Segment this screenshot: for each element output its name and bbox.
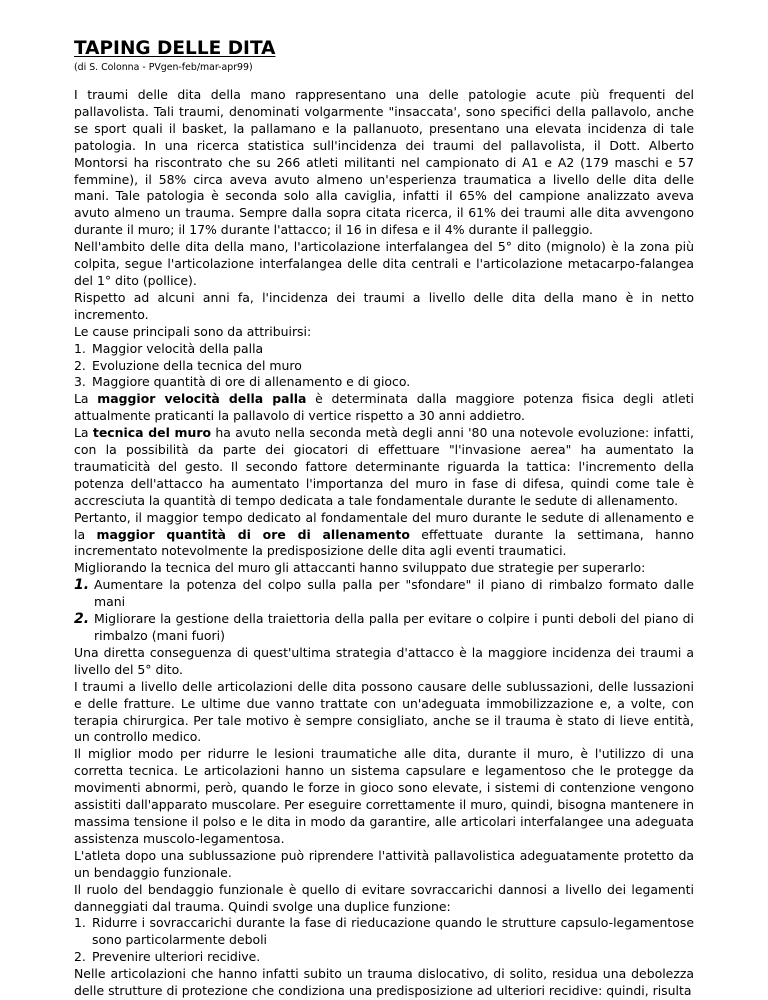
- paragraph: [74, 425, 694, 510]
- paragraph: Migliorando la tecnica del muro gli attaccanti hanno sviluppato due strategie per superarlo:: [74, 560, 646, 576]
- paragraph: Una diretta conseguenza di quest'ultima strategia d'attacco è la maggiore incidenza dei traumi a livello del 5° dito.: [74, 644, 694, 677]
- text-run: La: [74, 425, 93, 441]
- list-number: 2.: [74, 949, 86, 965]
- paragraph: Il ruolo del bendaggio funzionale è quello di evitare sovraccarichi dannosi a livello dei legamenti danneggiati dal trauma. Quindi svolge una duplice funzione:: [74, 881, 694, 914]
- list-number: 2.: [74, 611, 90, 628]
- paragraph: I traumi delle dita della mano rappresentano una delle patologie acute più frequenti del pallavolista. Tali traumi, denominati volgarmente "insaccata', sono specifici della pallavolo, anche se sport quali il basket, la pallamano e la pallanuoto, presentano una elevata incidenza di tale patologia. In una ricerca statistica sull'incidenza dei traumi del pallavolista, il Dott. Alberto Montorsi ha riscontrato che su 266 atleti militanti nel campionato di A1 e A2 (179 maschi e 57 femmine), il 58% circa aveva avuto almeno un'esperienza traumatica a livello delle dita delle mani. Tale patologia è seconda solo alla caviglia, infatti il 65% del campione analizzato aveva avuto almeno un trauma. Sempre dalla sopra citata ricerca, il 61% dei traumi alle dita avvengono durante il muro; il 17% durante l'attacco; il 16 in difesa e il 4% durante il palleggio.: [74, 87, 694, 238]
- list-item: [74, 358, 694, 375]
- list-item: [74, 577, 694, 611]
- list-item: [74, 915, 694, 949]
- text-run: Pertanto, il maggior tempo dedicato al fondamentale del muro durante le sedute di allenamento e la: [74, 509, 694, 542]
- list-number: 3.: [74, 374, 86, 390]
- list-text: Ridurre i sovraccarichi durante la fase di rieducazione quando le strutture capsulo-legamentose sono particolarmente deboli: [92, 915, 694, 948]
- paragraph: Nelle articolazioni che hanno infatti subito un trauma dislocativo, di solito, residua una debolezza delle strutture di protezione che condiziona una predisposizione ad ulteriori recidive: quindi, risulta: [74, 966, 694, 999]
- text-run: La: [74, 391, 98, 407]
- text-run: effettuate durante la settimana, hanno incrementato notevolmente la predisposizione delle dita agli eventi traumatici.: [74, 526, 695, 559]
- paragraph: Nell'ambito delle dita della mano, l'articolazione interfalangea del 5° dito (mignolo) è la zona più colpita, segue l'articolazione interfalangea delle dita centrali e l'articolazione metacarpo-falangea del 1° dito (pollice).: [74, 239, 694, 288]
- document-page: [74, 38, 694, 1000]
- list-text: Prevenire ulteriori recidive.: [92, 949, 261, 965]
- paragraph: Rispetto ad alcuni anni fa, l'incidenza dei traumi a livello delle dita della mano è in netto incremento.: [74, 289, 694, 322]
- text-run: è determinata dalla maggiore potenza fisica degli atleti attualmente praticanti la pallavolo di vertice rispetto a 30 anni addietro.: [74, 391, 694, 424]
- list-number: 2.: [74, 357, 86, 373]
- bold-text: maggior quantità di ore di allenamento: [96, 526, 410, 542]
- list-item: [74, 611, 694, 645]
- text-run: ha avuto nella seconda metà degli anni '80 una notevole evoluzione: infatti, con la possibilità da parte dei giocatori di effettuare "l'invasione aerea" ha aumentato la traumaticità del gesto. Il secondo fattore determinante riguarda la tattica: l'incremento della potenza dell'attacco ha aumentato l'importanza del muro in fase di difesa, quindi come tale è accresciuta la quantità di tempo dedicata a tale fondamentale durante le sedute di allenamento.: [74, 425, 694, 508]
- paragraph: I traumi a livello delle articolazioni delle dita possono causare delle sublussazioni, delle lussazioni e delle fratture. Le ultime due vanno trattate con un'adeguata immobilizzazione e, a volte, con terapia chirurgica. Per tale motivo è sempre consigliato, anche se il trauma è stato di lieve entità, un controllo medico.: [74, 678, 694, 745]
- list-text: Maggior velocità della palla: [92, 340, 264, 356]
- page-title: TAPING DELLE DITA: [74, 38, 276, 59]
- author-byline: (di S. Colonna - PVgen-feb/mar-apr99): [74, 62, 253, 73]
- paragraph: [74, 510, 694, 561]
- paragraph: Le cause principali sono da attribuirsi:: [74, 323, 312, 339]
- list-number: 1.: [74, 340, 86, 356]
- list-number: 1.: [74, 577, 90, 594]
- bold-text: tecnica del muro: [92, 425, 212, 441]
- list-item: [74, 949, 694, 966]
- paragraph: L'atleta dopo una sublussazione può riprendere l'attività pallavolistica adeguatamente protetto da un bendaggio funzionale.: [74, 847, 694, 880]
- list-text: Migliorare la gestione della traiettoria della palla per evitare o colpire i punti deboli del piano di rimbalzo (mani fuori): [94, 611, 694, 643]
- list-text: Evoluzione della tecnica del muro: [92, 357, 302, 373]
- list-item: [74, 341, 694, 358]
- bold-text: maggior velocità della palla: [97, 391, 307, 407]
- paragraph: [74, 391, 694, 425]
- list-item: [74, 374, 694, 391]
- list-number: 1.: [74, 915, 86, 931]
- article-body: [74, 87, 694, 1000]
- paragraph: Il miglior modo per ridurre le lesioni traumatiche alle dita, durante il muro, è l'utilizzo di una corretta tecnica. Le articolazioni hanno un sistema capsulare e legamentoso che le protegge da movimenti abnormi, però, quando le forze in gioco sono elevate, i sistemi di contenzione vengono assistiti dall'apparato muscolare. Per eseguire correttamente il muro, quindi, bisogna mantenere in massima tensione il polso e le dita in modo da garantire, alle articolari interfalangee una adeguata assistenza muscolo-legamentosa.: [74, 746, 694, 846]
- list-text: Maggiore quantità di ore di allenamento e di gioco.: [92, 374, 411, 390]
- list-text: Aumentare la potenza del colpo sulla palla per "sfondare" il piano di rimbalzo formato dalle mani: [94, 577, 694, 610]
